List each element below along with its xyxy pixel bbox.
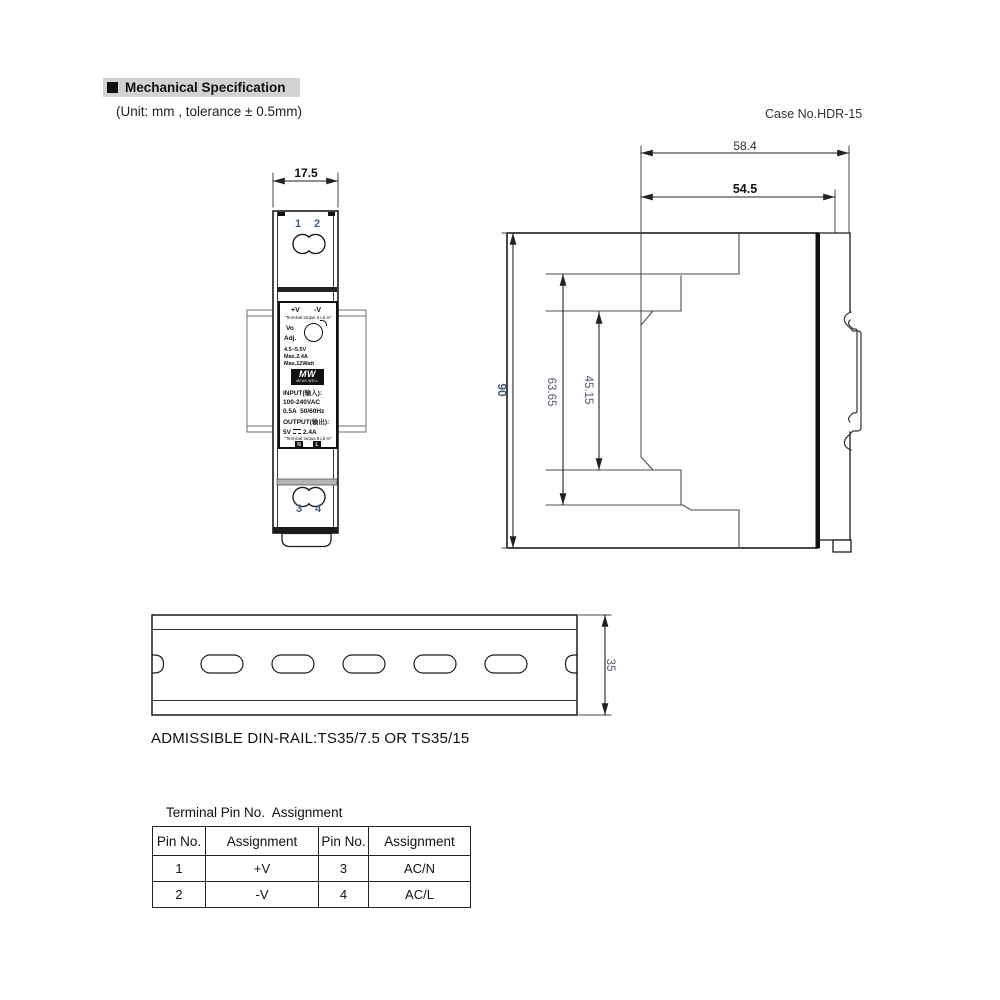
unit-note: (Unit: mm , tolerance ± 0.5mm) [116,104,302,119]
label-vo: Vo [286,325,294,332]
section-title: Mechanical Specification [125,80,286,95]
label-vplus: +V [291,307,300,314]
label-torque-top: "Terminal torque 6 Lb-in" [284,315,332,320]
pin-number-1: 1 [294,218,302,230]
label-output-title: OUTPUT(输出): [283,419,330,426]
pin-table-cell: 1 [153,856,206,882]
dc-symbol-icon [293,429,301,434]
meanwell-logo [291,369,324,385]
dim-rail-35: 35 [604,658,616,672]
din-rail-cross-section [844,312,861,450]
pot-arrow-icon [320,320,327,326]
dim-side-45: 45.15 [582,375,594,405]
pin-table-cell: 2 [153,882,206,908]
label-terminal-n: N [295,441,303,449]
label-max-watt: Max.12Watt [284,361,315,367]
pin-table-header: Pin No. [319,827,369,856]
pin-table-row [153,856,471,882]
pin-table-cell: AC/L [369,882,471,908]
label-output-voltage: 5V [283,429,291,436]
pin-number-3: 3 [295,503,303,515]
pin-table-header-row [153,827,471,856]
pin-table-cell: +V [206,856,319,882]
dim-side-90: 90 [495,383,509,397]
pin-table-header: Pin No. [153,827,206,856]
label-input-voltage: 100-240VAC [283,399,321,406]
pin-table-cell: 3 [319,856,369,882]
dim-side-63: 63.65 [545,377,557,407]
label-max-current: Max.2.4A [284,354,308,360]
dim-side-58: 58.4 [733,139,757,153]
label-output-current: 2.4A [302,429,317,436]
pin-number-4: 4 [314,503,322,515]
pin-assignment-table [152,826,471,908]
case-number: Case No.HDR-15 [765,107,863,121]
section-bullet-icon [107,82,118,93]
admissible-rail-note: ADMISSIBLE DIN-RAIL:TS35/7.5 OR TS35/15 [151,730,470,747]
dim-front-width: 17.5 [294,166,318,180]
label-vminus: -V [314,307,321,314]
pin-table-cell: -V [206,882,319,908]
terminal-hole-top [293,235,325,254]
pin-table-header: Assignment [369,827,471,856]
pin-number-2: 2 [313,218,321,230]
label-vrange: 4.5~5.5V [284,347,307,353]
product-label [278,301,338,449]
meanwell-logo-text: MW [299,369,316,379]
din-rail-drawing [152,615,611,715]
label-torque-bottom: "Terminal torque 5 Lb-in" [284,436,332,441]
dim-side-54: 54.5 [732,182,758,196]
label-terminal-l: L [313,441,321,449]
pin-table-cell: 4 [319,882,369,908]
side-view-drawing [502,146,861,552]
pin-table-row [153,882,471,908]
pin-table-title: Terminal Pin No. Assignment [166,805,343,820]
label-input-current: 0.5A 50/60Hz [283,408,325,415]
meanwell-logo-subtext: MEAN WELL [296,379,319,383]
pin-table-header: Assignment [206,827,319,856]
section-title-bar [103,78,300,97]
pin-table-cell: AC/N [369,856,471,882]
label-input-title: INPUT(输入): [283,390,322,397]
label-adj: Adj. [284,335,297,342]
